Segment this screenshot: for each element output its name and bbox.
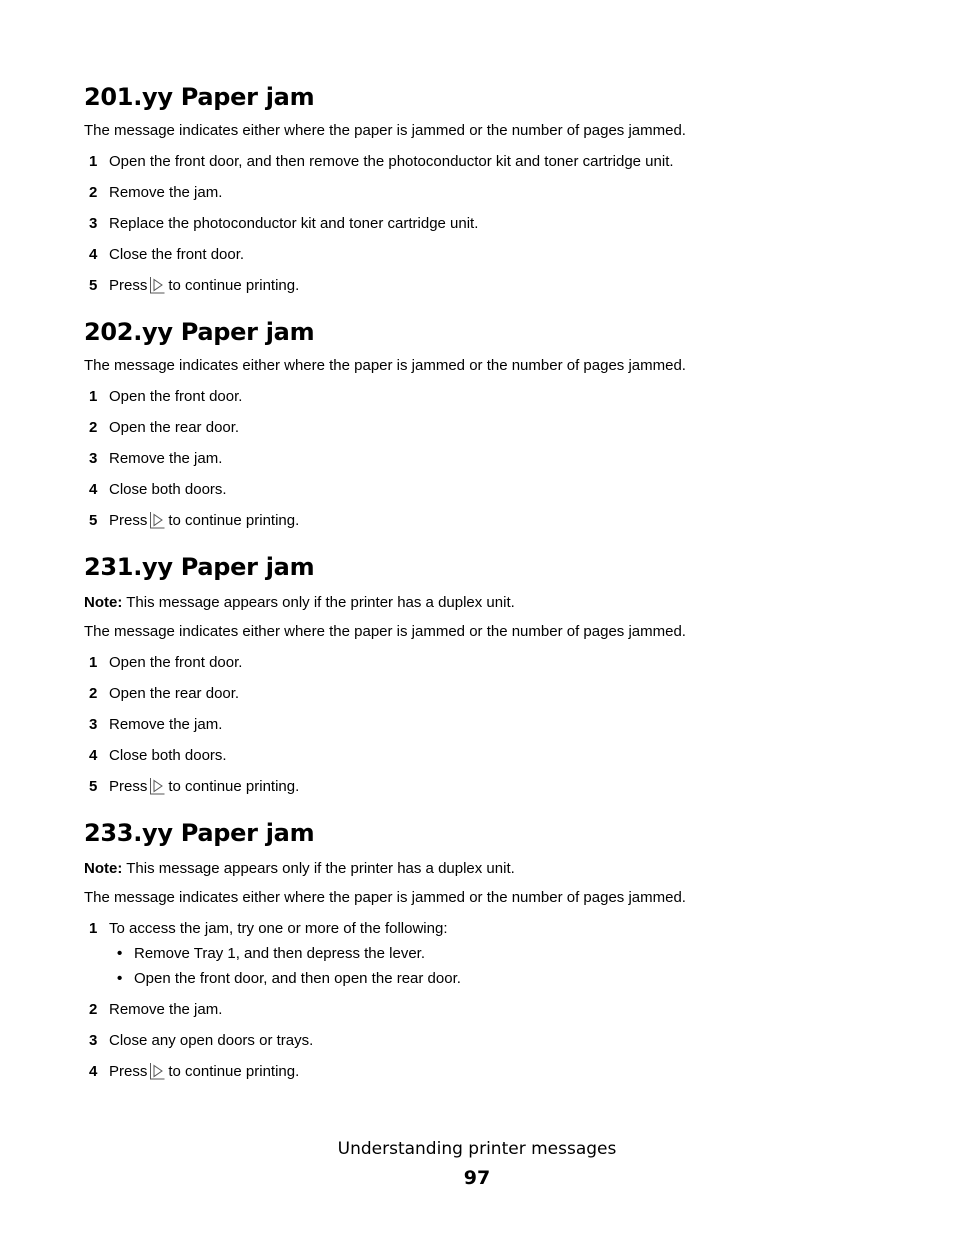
step-item	[84, 1062, 884, 1082]
intro-paragraph: The message indicates either where the paper is jammed or the number of pages jammed.	[84, 122, 686, 139]
step-item	[84, 746, 884, 766]
step-item	[84, 684, 884, 704]
step-number: 2	[89, 184, 98, 201]
intro-paragraph: The message indicates either where the paper is jammed or the number of pages jammed.	[84, 357, 686, 374]
step-number: 3	[89, 215, 98, 232]
footer-page-number: 97	[463, 1167, 491, 1189]
step-item	[84, 245, 884, 265]
step-number: 3	[89, 716, 98, 733]
step-text-after: to continue printing.	[168, 512, 300, 529]
step-text-before: Press	[109, 1063, 148, 1080]
step-item	[84, 715, 884, 735]
step-number: 4	[89, 747, 98, 764]
section-heading: 201.yy Paper jam	[84, 83, 315, 111]
bullet-item	[84, 969, 884, 989]
step-text: Open the front door.	[109, 654, 243, 671]
step-text: Close the front door.	[109, 246, 245, 263]
step-text	[109, 511, 299, 531]
bullet-dot-icon: •	[117, 970, 123, 987]
step-item	[84, 511, 884, 531]
note-paragraph	[84, 859, 884, 879]
step-text: Close both doors.	[109, 481, 227, 498]
bullet-item	[84, 944, 884, 964]
note-label: Note:	[84, 860, 123, 877]
step-text: Remove the jam.	[109, 450, 223, 467]
step-item	[84, 214, 884, 234]
step-text-before: Press	[109, 778, 148, 795]
step-number: 1	[89, 920, 98, 937]
step-text: Remove the jam.	[109, 716, 223, 733]
step-item	[84, 1000, 884, 1020]
note-text: This message appears only if the printer has a duplex unit.	[126, 594, 515, 611]
step-item	[84, 1031, 884, 1051]
step-text: Open the front door.	[109, 388, 243, 405]
intro-paragraph: The message indicates either where the paper is jammed or the number of pages jammed.	[84, 889, 686, 906]
step-number: 3	[89, 1032, 98, 1049]
section-202	[84, 318, 884, 531]
step-text: Open the rear door.	[109, 685, 240, 702]
step-text: Remove the jam.	[109, 1001, 223, 1018]
play-button-icon	[149, 1062, 166, 1080]
note-label: Note:	[84, 594, 123, 611]
step-text: Close any open doors or trays.	[109, 1032, 314, 1049]
step-number: 5	[89, 778, 98, 795]
step-text-after: to continue printing.	[168, 277, 300, 294]
bullet-text: Remove Tray 1, and then depress the lever.	[134, 945, 425, 962]
step-number: 4	[89, 481, 98, 498]
section-heading: 202.yy Paper jam	[84, 318, 315, 346]
step-number: 1	[89, 654, 98, 671]
note-paragraph	[84, 593, 884, 613]
section-233	[84, 819, 884, 1082]
step-text-before: Press	[109, 512, 148, 529]
step-text	[109, 1062, 299, 1082]
footer-chapter-title: Understanding printer messages	[337, 1139, 617, 1159]
step-text	[109, 777, 299, 797]
step-number: 4	[89, 1063, 98, 1080]
step-item	[84, 152, 884, 172]
step-item	[84, 276, 884, 296]
step-item	[84, 418, 884, 438]
play-button-icon	[149, 511, 166, 529]
step-number: 5	[89, 512, 98, 529]
note-text: This message appears only if the printer has a duplex unit.	[126, 860, 515, 877]
step-number: 5	[89, 277, 98, 294]
step-text: Close both doors.	[109, 747, 227, 764]
play-button-icon	[149, 777, 166, 795]
step-item	[84, 777, 884, 797]
step-text-after: to continue printing.	[168, 778, 300, 795]
step-item	[84, 480, 884, 500]
step-text-before: Press	[109, 277, 148, 294]
step-text-after: to continue printing.	[168, 1063, 300, 1080]
step-text: Open the front door, and then remove the photoconductor kit and toner cartridge unit.	[109, 153, 674, 170]
step-item	[84, 919, 884, 939]
step-text	[109, 276, 299, 296]
step-text: Open the rear door.	[109, 419, 240, 436]
bullet-dot-icon: •	[117, 945, 123, 962]
step-text: Replace the photoconductor kit and toner cartridge unit.	[109, 215, 479, 232]
step-item	[84, 449, 884, 469]
step-text: To access the jam, try one or more of the following:	[109, 920, 448, 937]
step-item	[84, 387, 884, 407]
step-number: 4	[89, 246, 98, 263]
section-231	[84, 553, 884, 797]
section-201	[84, 83, 884, 296]
step-item	[84, 183, 884, 203]
play-button-icon	[149, 276, 166, 294]
step-number: 3	[89, 450, 98, 467]
step-number: 1	[89, 388, 98, 405]
step-item	[84, 653, 884, 673]
bullet-text: Open the front door, and then open the rear door.	[134, 970, 461, 987]
step-text: Remove the jam.	[109, 184, 223, 201]
step-number: 2	[89, 685, 98, 702]
section-heading: 233.yy Paper jam	[84, 819, 315, 847]
section-heading: 231.yy Paper jam	[84, 553, 315, 581]
intro-paragraph: The message indicates either where the paper is jammed or the number of pages jammed.	[84, 623, 686, 640]
step-number: 1	[89, 153, 98, 170]
step-number: 2	[89, 1001, 98, 1018]
step-number: 2	[89, 419, 98, 436]
